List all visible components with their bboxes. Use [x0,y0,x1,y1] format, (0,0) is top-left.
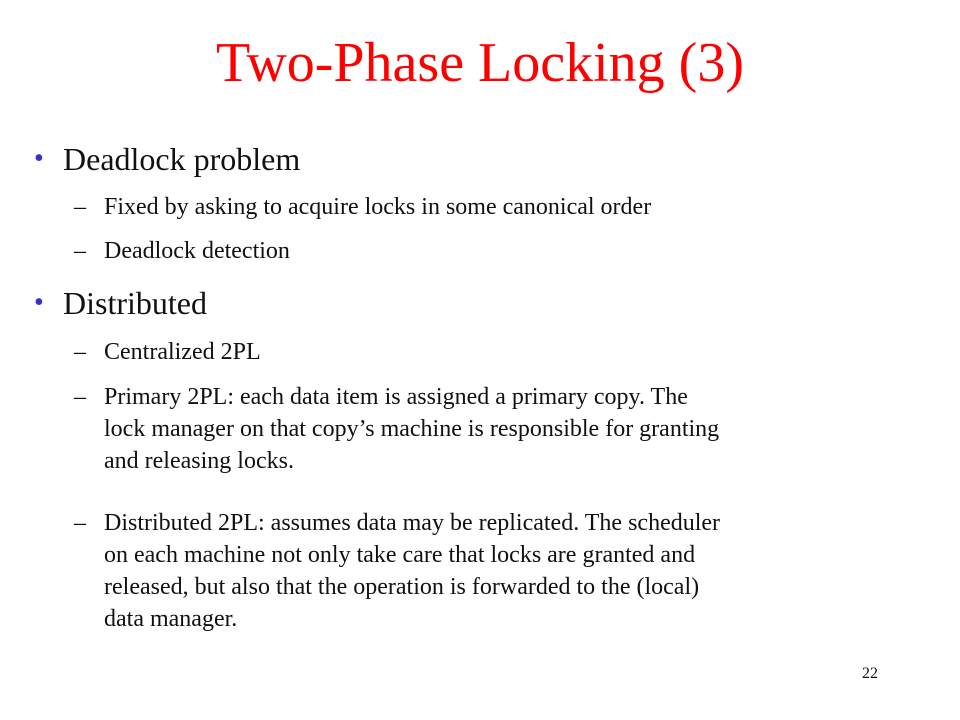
sub-bullet-text: Deadlock detection [104,238,290,264]
dash-icon: – [74,194,86,220]
bullet-icon: • [34,143,44,174]
sub-bullet-text: Centralized 2PL [104,339,261,365]
dash-icon: – [74,384,86,410]
bullet-icon: • [34,287,44,318]
slide-title: Two-Phase Locking (3) [216,32,744,94]
dash-icon: – [74,339,86,365]
bullet-label: Deadlock problem [63,141,301,177]
sub-bullet-text: Fixed by asking to acquire locks in some canonical order [104,194,652,220]
dash-icon: – [74,238,86,264]
bullet-label: Distributed [63,285,207,321]
page-number: 22 [862,665,878,682]
sub-bullet-text: Primary 2PL: each data item is assigned a primary copy. The lock manager on that copy’s machine is responsible for granting and releasing locks. [104,384,720,474]
dash-icon: – [74,510,86,536]
sub-bullet-text: Distributed 2PL: assumes data may be replicated. The scheduler on each machine not only take care that locks are granted and released, but also that the operation is forwarded to the (local) data manager. [104,510,721,632]
